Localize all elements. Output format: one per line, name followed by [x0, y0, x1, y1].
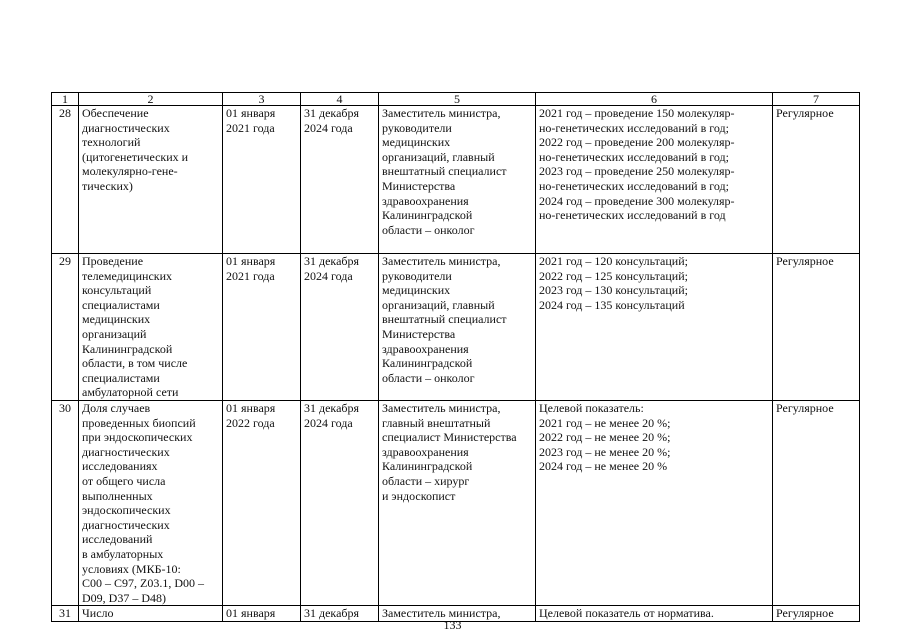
responsible-line: Министерства: [382, 178, 456, 193]
responsible-line: Калининградской: [382, 356, 473, 371]
start-date-line: 01 января: [226, 401, 276, 415]
start-date-cell: [223, 401, 301, 606]
responsible-line: организаций, главный: [382, 297, 495, 312]
measure-line: специалистами: [82, 370, 160, 385]
result-line: 2021 год – 120 консультаций;: [539, 254, 688, 268]
measure-cell: [79, 254, 223, 401]
responsible-cell: [379, 401, 536, 606]
measure-line: диагностических: [82, 120, 170, 135]
row-number-cell: 28: [52, 106, 79, 254]
measures-table: [51, 92, 860, 622]
measure-line: от общего числа: [82, 473, 166, 488]
measure-line: Проведение: [82, 254, 144, 268]
row-number-cell: 30: [52, 401, 79, 606]
result-line: но-генетических исследований в год;: [539, 178, 729, 193]
measure-line: C00 – C97, Z03.1, D00 –: [82, 576, 205, 591]
responsible-line: здравоохранения: [382, 341, 469, 356]
measure-line: Число: [82, 606, 114, 621]
result-cell: [536, 401, 773, 606]
row-number-cell: 31: [52, 606, 79, 622]
measure-line: молекулярно-гене-: [82, 164, 178, 179]
column-number-header: 3: [223, 93, 301, 106]
end-date-line: 31 декабря: [304, 106, 360, 120]
end-date-line: 2024 года: [304, 120, 353, 135]
measure-line: консультаций: [82, 283, 152, 298]
responsible-line: здравоохранения: [382, 444, 469, 459]
measure-line: в амбулаторных: [82, 546, 164, 561]
result-line: 2021 год – не менее 20 %;: [539, 415, 671, 430]
responsible-cell: [379, 254, 536, 401]
responsible-line: Заместитель министра,: [382, 106, 501, 120]
responsible-line: специалист Министерства: [382, 430, 517, 445]
responsible-line: медицинских: [382, 283, 451, 298]
measure-type-cell: Регулярное: [773, 401, 860, 606]
result-line: 2022 год – проведение 200 молекуляр-: [539, 135, 735, 150]
responsible-line: медицинских: [382, 135, 451, 150]
measure-type-cell: Регулярное: [773, 254, 860, 401]
result-line: 2023 год – не менее 20 %;: [539, 444, 671, 459]
start-date-line: 2021 года: [226, 120, 275, 135]
responsible-line: организаций, главный: [382, 149, 495, 164]
page-number: 133: [443, 618, 462, 632]
measure-line: тических): [82, 178, 133, 193]
responsible-line: и эндоскопист: [382, 488, 456, 503]
column-number-header: 1: [52, 93, 79, 106]
measure-type-cell: Регулярное: [773, 106, 860, 254]
measure-line: эндоскопических: [82, 503, 171, 518]
responsible-line: области – онколог: [382, 222, 475, 237]
measure-line: выполненных: [82, 488, 153, 503]
measure-line: технологий: [82, 135, 141, 150]
result-line: Целевой показатель от норматива.: [539, 606, 714, 621]
measure-line: амбулаторной сети: [82, 385, 179, 400]
end-date-line: 31 декабря: [304, 254, 360, 268]
measure-type-cell: Регулярное: [773, 606, 860, 622]
end-date-cell: [301, 401, 379, 606]
responsible-line: Калининградской: [382, 208, 473, 223]
responsible-line: здравоохранения: [382, 193, 469, 208]
result-cell: [536, 254, 773, 401]
measure-cell: [79, 106, 223, 254]
column-number-header: 7: [773, 93, 860, 106]
measure-line: организаций: [82, 326, 147, 341]
responsible-line: Заместитель министра,: [382, 606, 501, 621]
measure-line: специалистами: [82, 297, 160, 312]
result-line: 2022 год – 125 консультаций;: [539, 268, 688, 283]
table-row: [52, 254, 860, 401]
result-line: 2022 год – не менее 20 %;: [539, 430, 671, 445]
end-date-line: 2024 года: [304, 268, 353, 283]
end-date-cell: [301, 254, 379, 401]
start-date-line: 01 января: [226, 106, 276, 120]
responsible-line: Министерства: [382, 326, 456, 341]
result-line: 2024 год – не менее 20 %: [539, 459, 668, 474]
measure-line: диагностических: [82, 444, 170, 459]
start-date-line: 01 января: [226, 606, 276, 621]
measure-line: проведенных биопсий: [82, 415, 196, 430]
start-date-line: 2022 года: [226, 415, 275, 430]
column-number-header: 5: [379, 93, 536, 106]
measure-line: исследований: [82, 532, 153, 547]
responsible-line: внештатный специалист: [382, 164, 507, 179]
end-date-cell: [301, 106, 379, 254]
result-line: но-генетических исследований в год;: [539, 120, 729, 135]
measure-line: при эндоскопических: [82, 430, 193, 445]
column-number-header: 2: [79, 93, 223, 106]
column-number-header: 6: [536, 93, 773, 106]
result-line: 2024 год – 135 консультаций: [539, 297, 685, 312]
responsible-line: Заместитель министра,: [382, 254, 501, 268]
start-date-line: 2021 года: [226, 268, 275, 283]
start-date-cell: [223, 106, 301, 254]
start-date-cell: [223, 254, 301, 401]
result-line: но-генетических исследований в год: [539, 208, 726, 223]
responsible-line: руководители: [382, 120, 452, 135]
end-date-line: 31 декабря: [304, 606, 360, 621]
table-body: [52, 93, 860, 622]
measure-line: медицинских: [82, 312, 151, 327]
responsible-cell: [379, 106, 536, 254]
result-line: 2023 год – проведение 250 молекуляр-: [539, 164, 735, 179]
responsible-line: руководители: [382, 268, 452, 283]
row-number-cell: 29: [52, 254, 79, 401]
result-line: но-генетических исследований в год;: [539, 149, 729, 164]
measure-line: диагностических: [82, 517, 170, 532]
result-line: 2021 год – проведение 150 молекуляр-: [539, 106, 735, 120]
measure-line: (цитогенетических и: [82, 149, 189, 164]
measure-line: Обеспечение: [82, 106, 149, 120]
measure-cell: [79, 401, 223, 606]
measure-line: условиях (МКБ-10:: [82, 561, 181, 576]
start-date-line: 01 января: [226, 254, 276, 268]
column-number-row: [52, 93, 860, 106]
table-row: [52, 106, 860, 254]
measure-line: телемедицинских: [82, 268, 173, 283]
responsible-line: внештатный специалист: [382, 312, 507, 327]
responsible-line: Калининградской: [382, 459, 473, 474]
measure-line: Калининградской: [82, 341, 173, 356]
result-line: 2023 год – 130 консультаций;: [539, 283, 688, 298]
result-line: Целевой показатель:: [539, 401, 644, 415]
column-number-header: 4: [301, 93, 379, 106]
measure-line: области, в том числе: [82, 356, 188, 371]
responsible-line: области – онколог: [382, 370, 475, 385]
responsible-line: Заместитель министра,: [382, 401, 501, 415]
result-line: 2024 год – проведение 300 молекуляр-: [539, 193, 735, 208]
table-row: [52, 401, 860, 606]
measure-line: D09, D37 – D48): [82, 590, 166, 605]
result-cell: [536, 106, 773, 254]
responsible-line: области – хирург: [382, 473, 470, 488]
measure-line: исследованиях: [82, 459, 158, 474]
responsible-line: главный внештатный: [382, 415, 491, 430]
measure-line: Доля случаев: [82, 401, 151, 415]
end-date-line: 31 декабря: [304, 401, 360, 415]
end-date-line: 2024 года: [304, 415, 353, 430]
